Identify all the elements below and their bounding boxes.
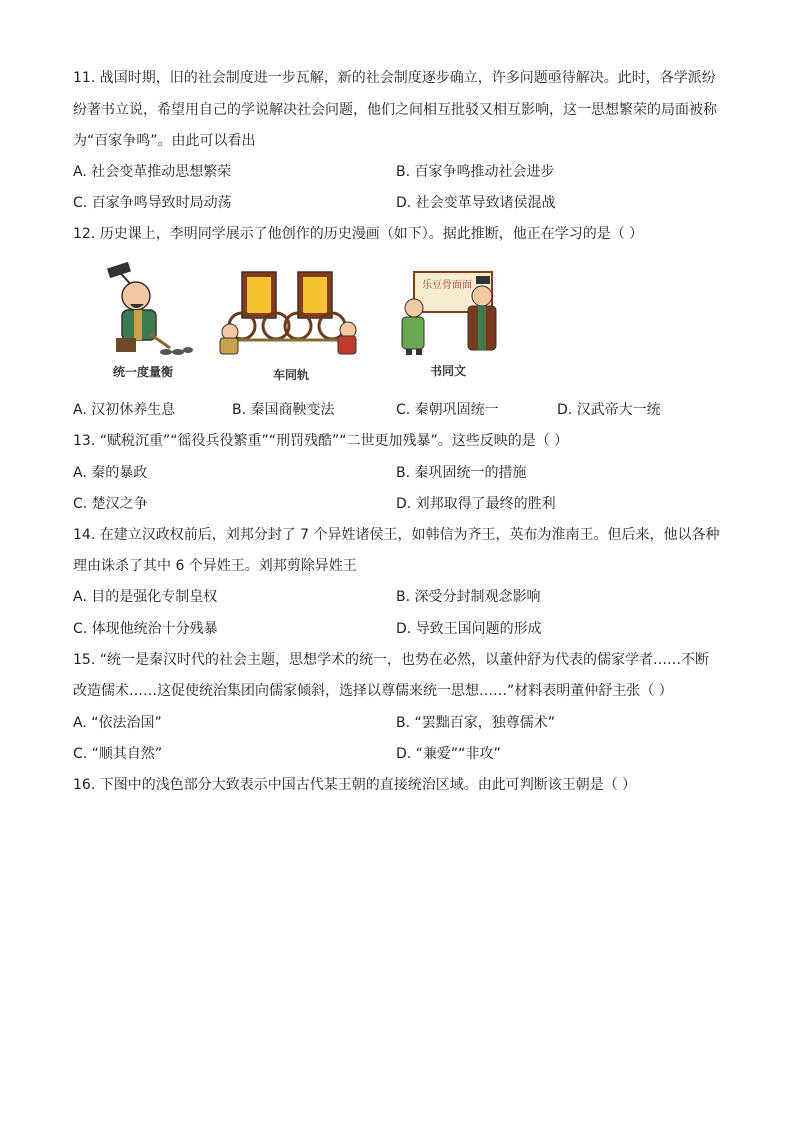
- comic-same-script-illustration: [392, 266, 502, 358]
- q12-option-a: A. 汉初休养生息: [73, 402, 176, 418]
- q15-option-b: B. “罢黜百家，独尊儒术”: [396, 715, 556, 731]
- q14-stem-line-2: 理由诛杀了其中 6 个异姓王。刘邦剪除异姓王: [73, 558, 357, 574]
- q16-stem: 16. 下图中的浅色部分大致表示中国古代某王朝的直接统治区域。由此可判断该王朝是（ ）: [73, 777, 637, 793]
- q13-option-d: D. 刘邦取得了最终的胜利: [396, 496, 556, 512]
- q15-stem-line-1: 15. “统一是秦汉时代的社会主题，思想学术的统一，也势在必然，以董仲舒为代表的儒家学者……不断: [73, 652, 709, 668]
- q14-stem-line-1: 14. 在建立汉政权前后，刘邦分封了 7 个异姓诸侯王，如韩信为齐王，英布为淮南王。但后来，他以各种: [73, 527, 720, 543]
- q13-option-c: C. 楚汉之争: [73, 496, 148, 512]
- comic-same-axle-illustration: [212, 268, 368, 358]
- comic-weights-measures-illustration: [100, 262, 195, 360]
- q15-option-c: C. “顺其自然”: [73, 746, 163, 762]
- q13-stem: 13. “赋税沉重”“徭役兵役繁重”“刑罚残酷”“二世更加残暴”。这些反映的是（ ）: [73, 433, 569, 449]
- q12-stem: 12. 历史课上，李明同学展示了他创作的历史漫画（如下）。据此推断，他正在学习的是（ ）: [73, 226, 644, 242]
- q15-option-a: A. “依法治国”: [73, 715, 162, 731]
- q11-option-b: B. 百家争鸣推动社会进步: [396, 164, 555, 180]
- board-text: 乐豆骨面面: [422, 280, 472, 291]
- q14-option-c: C. 体现他统治十分残暴: [73, 621, 218, 637]
- q14-option-b: B. 深受分封制观念影响: [396, 589, 541, 605]
- q11-option-c: C. 百家争鸣导致时局动荡: [73, 195, 232, 211]
- q11-stem-line-1: 11. 战国时期，旧的社会制度进一步瓦解，新的社会制度逐步确立，许多问题亟待解决。此时，各学派纷: [73, 70, 716, 86]
- q14-option-d: D. 导致王国问题的形成: [396, 621, 542, 637]
- q13-option-b: B. 秦巩固统一的措施: [396, 465, 527, 481]
- caption-same-axle: 车同轨: [273, 368, 310, 382]
- q13-option-a: A. 秦的暴政: [73, 465, 148, 481]
- q15-stem-line-2: 改造儒术……这促使统治集团向儒家倾斜，选择以尊儒来统一思想……”材料表明董仲舒主张（ ）: [73, 683, 673, 699]
- q12-option-d: D. 汉武帝大一统: [557, 402, 661, 418]
- q11-stem-line-2: 纷著书立说，希望用自己的学说解决社会问题，他们之间相互批驳又相互影响，这一思想繁荣的局面被称: [73, 102, 717, 118]
- q12-option-b: B. 秦国商鞅变法: [232, 402, 335, 418]
- q11-option-a: A. 社会变革推动思想繁荣: [73, 164, 232, 180]
- q15-option-d: D. “兼爱”“非攻”: [396, 746, 501, 762]
- caption-same-script: 书同文: [430, 364, 467, 378]
- q14-option-a: A. 目的是强化专制皇权: [73, 589, 218, 605]
- q11-option-d: D. 社会变革导致诸侯混战: [396, 195, 556, 211]
- q12-option-c: C. 秦朝巩固统一: [396, 402, 499, 418]
- q11-stem-line-3: 为“百家争鸣”。由此可以看出: [73, 133, 256, 149]
- caption-weights-measures: 统一度量衡: [113, 365, 174, 379]
